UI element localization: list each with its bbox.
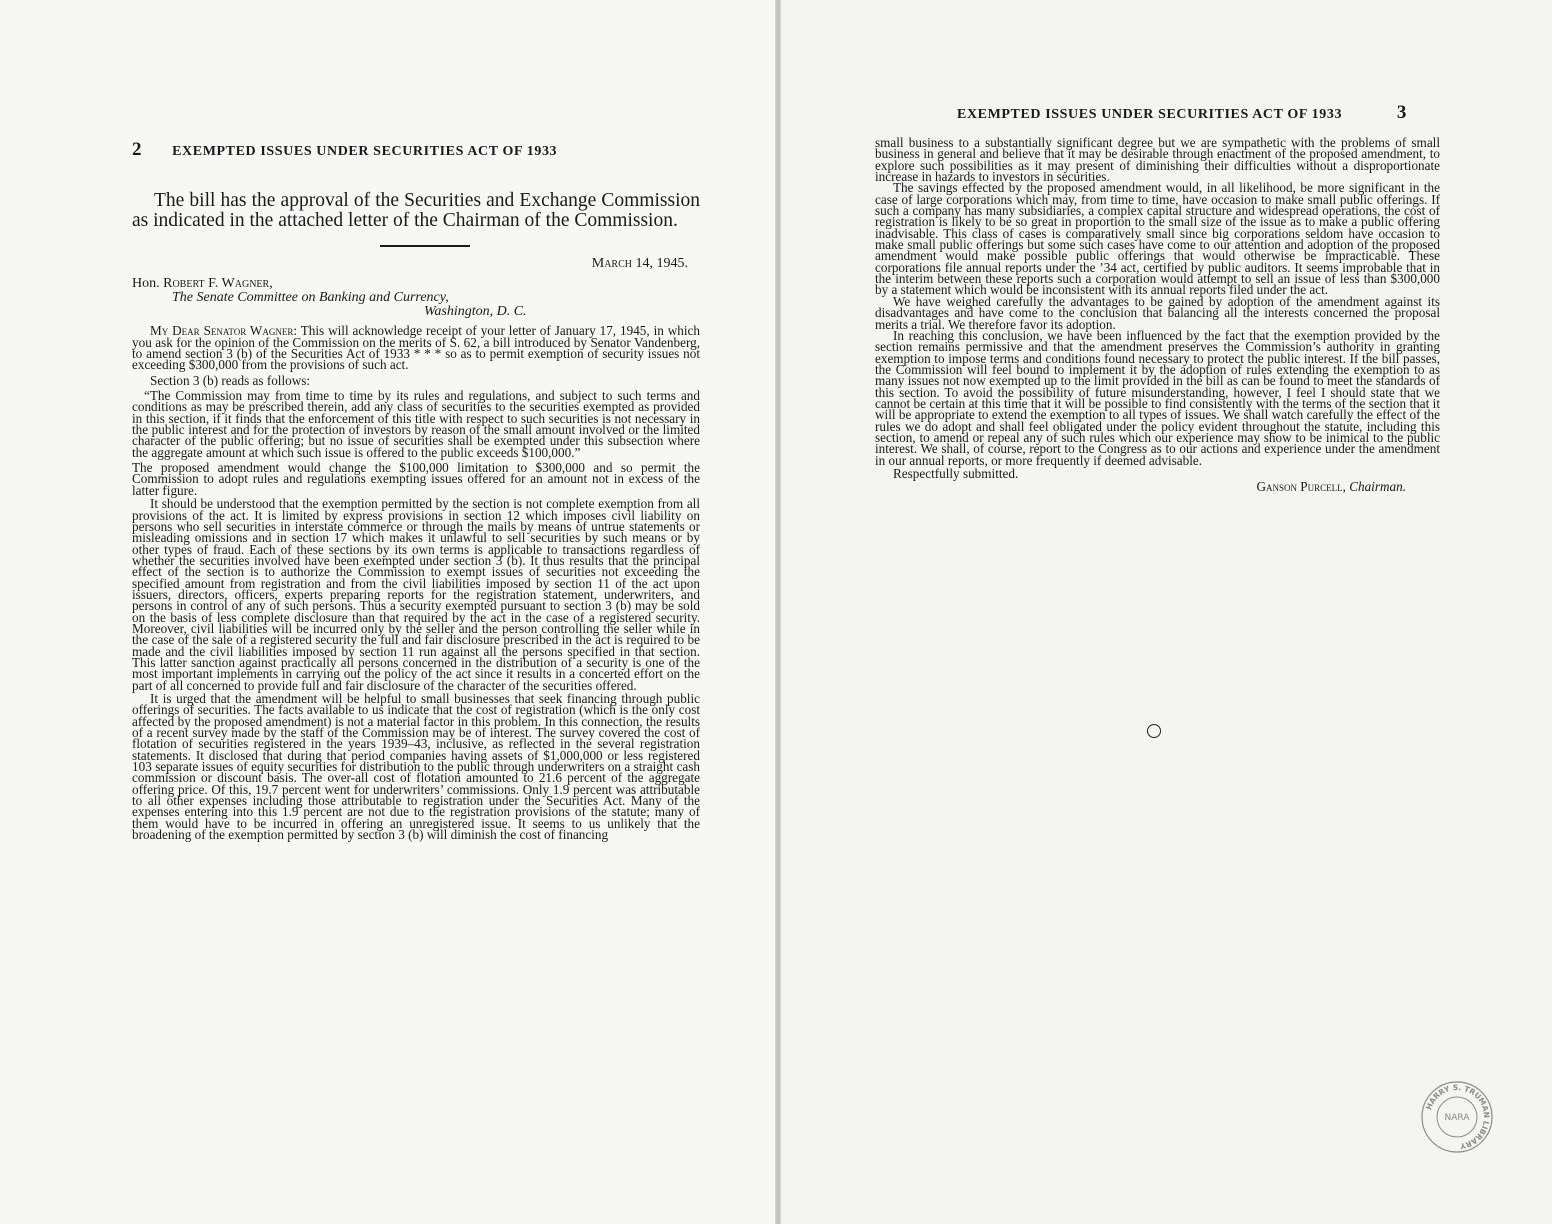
right-page <box>781 0 1552 1224</box>
left-column <box>132 139 701 843</box>
address-line-2: The Senate Committee on Banking and Currency, <box>172 290 449 306</box>
letter-paragraph-1-text: This will acknowledge receipt of your letter of January 17, 1945, in which you ask for the opinion of the Commission on the merits of S. 62, a bill introduced by Senator Vandenberg, to amend section 3 (b) of the Securities Act of 1933 * * * so as to permit exemption of security issues not exceeding $300,000 from the provisions of such act. <box>132 323 701 373</box>
left-running-head <box>132 139 700 160</box>
letter-paragraph-4: It should be understood that the exemption permitted by the section is not complete exemption from all provisions of the act. It is limited by express provisions in section 12 which imposes civil liability on persons who sell securities in interstate commerce or through the mails by means of untrue statements or misleading omissions and in section 17 which makes it unlawful to sell securities by such means or by other types of fraud. Each of these sections by its own terms is applicable to transactions regardless of whether the securities involved have been exempted under section 3 (b). It thus results that the principal effect of the section is to authorize the Commission to exempt issues of securities not exceeding the specified amount from registration and from the civil liabilities imposed by section 11 of the act upon issuers, directors, officers, experts preparing reports for the registration statement, underwriters, and persons in control of any of such persons. Thus a security exempted pursuant to section 3 (b) may be sold on the basis of less complete disclosure than that required by the act in the case of a registered security. Moreover, civil liabilities will be incurred only by the seller and the person controlling the seller while in the case of the sale of a registered security the full and fair disclosure prescribed in the act is required to be made and the civil liabilities imposed by section 11 run against all the persons specified in that section. This latter sanction against practically all persons concerned in the distribution of a security is one of the most important implements in carrying out the policy of the act since it results in a concerted effort on the part of all concerned to provide full and fair disclosure of the character of the securities offered. <box>132 496 700 693</box>
stamp-ring-text: HARRY S. TRUMAN LIBRARY <box>1424 1082 1492 1151</box>
left-page-number: 2 <box>132 139 143 160</box>
address-prefix: Hon. <box>132 276 160 292</box>
right-paragraph-2: The savings effected by the proposed amendment would, in all likelihood, be more significant in the case of large corporations which may, from time to time, have occasion to make small public offerings. If such a company has many subsidiaries, a complex capital structure and widespread operations, the cost of registration is likely to be so great in proportion to the small size of the issue as to make a public offering inadvisable. This class of cases is comparatively small since big corporations seldom have occasion to make small public offerings but some such cases have come to our attention and adoption of the proposed amendment would make possible public offerings that would otherwise be impracticable. These corporations file annual reports under the ’34 act, certified by public auditors. It seems improbable that in the interim between these reports such a corporation would attempt to sell an issue of less than $300,000 by a statement which would be inconsistent with its annual reports filed under the act. <box>875 180 1440 298</box>
left-running-head-text: EXEMPTED ISSUES UNDER SECURITIES ACT OF 1933 <box>172 144 558 159</box>
letter-paragraph-2: Section 3 (b) reads as follows: <box>150 372 311 388</box>
address-line-3: Washington, D. C. <box>424 304 527 320</box>
left-page <box>0 0 775 1224</box>
right-page-number: 3 <box>1396 102 1407 123</box>
statute-quote: “The Commission may from time to time by its rules and regulations, and subject to such terms and conditions as may be prescribed therein, add any class of securities to the securities exempted as provided in this section, if it finds that the enforcement of this title with respect to such securities is not necessary in the public interest and for the protection of investors by reason of the small amount involved or the limited character of the public offering; but no issue of securities shall be exempted under this subsection where the aggregate amount at which such issue is offered to the public exceeds $100,000.” <box>132 388 700 460</box>
signature-name: Ganson Purcell, <box>1256 479 1346 495</box>
section-rule <box>380 245 470 247</box>
signature-title: Chairman. <box>1349 479 1406 495</box>
letter-paragraph-1 <box>132 323 701 373</box>
address-name: Robert F. Wagner, <box>163 276 273 292</box>
right-paragraph-1: small business to a substantially significant degree but we are sympathetic with the problems of small business in general and believe that it may be desirable through enactment of the proposed amendment, to explore such possibilities as it may present of diminishing their difficulties without a disproportionate increase in hazards to investors in securities. <box>875 135 1440 185</box>
letter-address <box>132 277 700 319</box>
signature <box>875 479 1406 495</box>
lead-paragraph: The bill has the approval of the Securities and Exchange Commission as indicated in the attached letter of the Chairman of the Commission. <box>132 190 700 232</box>
letter-paragraph-5: It is urged that the amendment will be helpful to small businesses that seek financing through public offerings of securities. The facts available to us indicate that the cost of registration (which is the only cost affected by the proposed amendment) is not a material factor in this problem. In this connection, the results of a recent survey made by the staff of the Commission may be of interest. The survey covered the cost of flotation of securities registered in the years 1939–43, inclusive, as reflected in the several registration statements. It disclosed that during that period companies having assets of $1,000,000 or less registered 103 separate issues of equity securities for distribution to the public through underwriters on a straight cash commission or discount basis. The over-all cost of flotation amounted to 21.6 percent of the aggregate offering price. Of this, 19.7 percent went for underwriters’ commissions. Only 1.9 percent was attributable to all other expenses including those attributable to registration under the Securities Act. Many of the expenses entering into this 1.9 percent are not due to the registration provisions of the statute; many of them would have to be incurred in offering an unregistered issue. It seems to us unlikely that the broadening of the exemption permitted by section 3 (b) will diminish the cost of financing <box>132 691 700 843</box>
hole-punch-mark <box>1147 724 1161 738</box>
library-stamp <box>1420 1080 1494 1154</box>
stamp-center-text: NARA <box>1444 1113 1470 1123</box>
salutation: My Dear Senator Wagner: <box>150 323 298 339</box>
right-column <box>875 137 1440 493</box>
letter-paragraph-3: The proposed amendment would change the $100,000 limitation to $300,000 and so permit the Commission to adopt rules and regulations exempting issues offered for an amount not in excess of the latter figure. <box>132 460 700 498</box>
letter-date: March 14, 1945. <box>591 256 688 272</box>
closing: Respectfully submitted. <box>893 465 1019 481</box>
right-paragraph-3: We have weighed carefully the advantages to be gained by adoption of the amendment against its disadvantages and have come to the conclusion that balancing all the interests concerned the proposal merits a trial. We therefore favor its adoption. <box>875 293 1440 332</box>
right-paragraph-4: In reaching this conclusion, we have been influenced by the fact that the exemption provided by the section remains permissive and that the amendment preserves the Commission’s authority in granting exemption to impose terms and conditions found necessary to protect the public interest. If the bill passes, the Commission will feel bound to implement it by the adoption of rules extending the exemption to as many issues not now exempted up to the limit provided in the bill as can be found to meet the standards of this section. To avoid the possibility of future misunderstanding, however, I feel I should state that we cannot be certain at this time that it will be possible to find consistently with the terms of the section that it will be appropriate to extend the exemption to all types of issues. We shall watch carefully the effect of the rules we do adopt and shall feel obligated under the policy evident throughout the statute, including this section, to amend or repeal any of such rules which our experience may show to be inimical to the public interest. We shall, of course, report to the Congress as to our actions and experience under the amendment in our annual reports, or more frequently if deemed advisable. <box>875 327 1440 468</box>
right-running-head-text: EXEMPTED ISSUES UNDER SECURITIES ACT OF 1933 <box>957 107 1343 122</box>
address-line-1 <box>132 277 700 291</box>
